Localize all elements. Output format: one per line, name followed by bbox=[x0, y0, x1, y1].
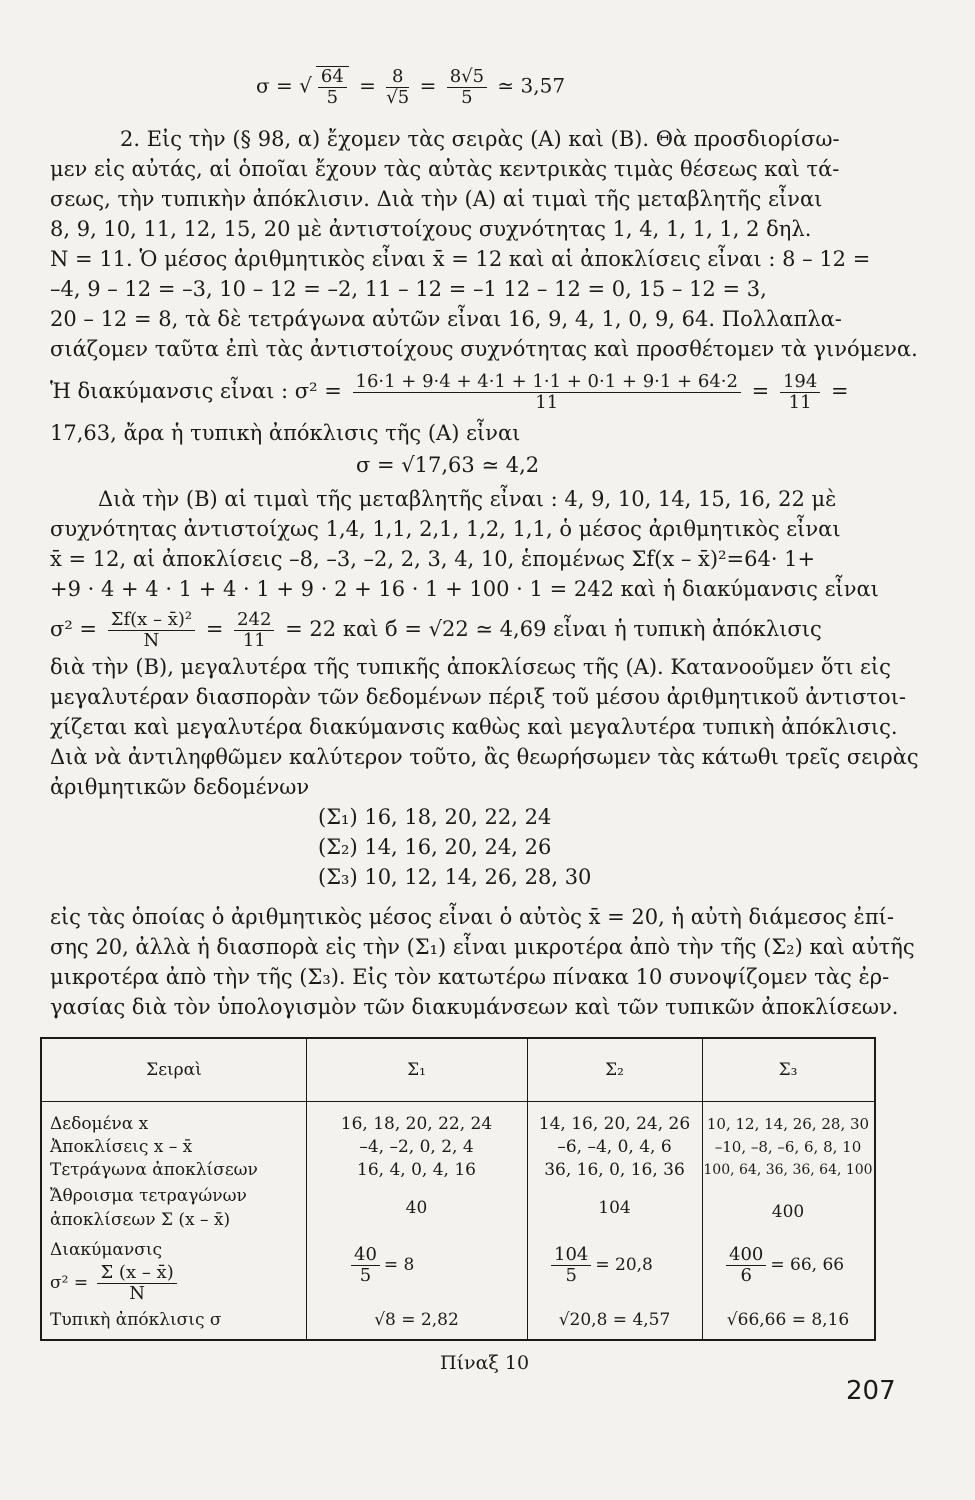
series-3: (Σ₃) 10, 12, 14, 26, 28, 30 bbox=[318, 865, 592, 889]
table-cell: 10, 12, 14, 26, 28, 30 bbox=[706, 1115, 870, 1133]
table-cell: √66,66 = 8,16 bbox=[726, 1310, 850, 1330]
table-cell: 36, 16, 0, 16, 36 bbox=[544, 1160, 685, 1180]
para3-line-4: Διὰ νὰ ἀντιληφθῶμεν καλύτερον τοῦτο, ἂς θεωρήσωμεν τὰς κάτωθι τρεῖς σειρὰς bbox=[50, 745, 919, 769]
frac3-numerator: 8√5 bbox=[447, 67, 487, 88]
para1-line-1: 2. Εἰς τὴν (§ 98, α) ἔχομεν τὰς σειρὰς (Α) καὶ (Β). Θὰ προσδιορίσω- bbox=[120, 127, 840, 151]
variance-a-fraction bbox=[353, 372, 741, 413]
variance-b-equation bbox=[50, 610, 822, 651]
variance-s2-den: 5 bbox=[565, 1265, 577, 1286]
para2-line-2: συχνότητας ἀντιστοίχως 1,4, 1,1, 2,1, 1,2, 1,1, ὁ μέσος ἀριθμητικὸς εἶναι bbox=[50, 517, 841, 541]
table-row-label-2: ἀποκλίσεων Σ (x – x̄) bbox=[50, 1210, 231, 1230]
variance-formula-lhs: σ² = bbox=[50, 1273, 89, 1293]
variance-formula bbox=[50, 1263, 181, 1304]
para3-line-2: μεγαλυτέραν διασπορὰν τῶν δεδομένων πέριξ τοῦ μέσου ἀριθμητικοῦ ἀντιστοι- bbox=[50, 685, 907, 709]
table-divider bbox=[306, 1039, 307, 1339]
variance-s1-num: 40 bbox=[351, 1245, 380, 1266]
table-cell: 104 bbox=[598, 1198, 631, 1218]
variance-b-numerator-2: 242 bbox=[234, 610, 274, 631]
table-caption: Πίναξ 10 bbox=[440, 1352, 530, 1374]
fraction-3 bbox=[447, 67, 487, 108]
table-header-divider bbox=[42, 1101, 874, 1102]
fraction-2 bbox=[386, 67, 409, 108]
para1-line-4: 8, 9, 10, 11, 12, 15, 20 μὲ ἀντιστοίχους συχνότητας 1, 4, 1, 1, 1, 2 δηλ. bbox=[50, 217, 812, 241]
variance-s1-den: 5 bbox=[359, 1265, 372, 1286]
variance-a-denominator: 11 bbox=[535, 392, 559, 413]
para1-line-7: 20 – 12 = 8, τὰ δὲ τετράγωνα αὐτῶν εἶναι 16, 9, 4, 1, 0, 9, 64. Πολλαπλα- bbox=[50, 307, 842, 331]
variance-s2-num: 104 bbox=[551, 1245, 591, 1266]
variance-a-result-fraction bbox=[780, 372, 820, 413]
table-cell: √20,8 = 4,57 bbox=[558, 1310, 671, 1330]
eq-approx: ≃ 3,57 bbox=[497, 73, 566, 98]
table-cell: 16, 4, 0, 4, 16 bbox=[357, 1160, 476, 1180]
variance-s2-result: = 20,8 bbox=[595, 1255, 653, 1275]
variance-formula-num: Σ (x – x̄) bbox=[97, 1263, 176, 1284]
eq-sign-2: = bbox=[419, 73, 437, 98]
summary-table bbox=[40, 1037, 876, 1341]
para2-line-1: Διὰ τὴν (Β) αἱ τιμαὶ τῆς μεταβλητῆς εἶναι : 4, 9, 10, 14, 15, 16, 22 μὲ bbox=[98, 487, 837, 511]
root-numerator: 64 bbox=[318, 67, 347, 88]
variance-b-numerator: Σf(x – x̄)² bbox=[108, 610, 195, 631]
table-divider bbox=[702, 1039, 703, 1339]
table-cell: 16, 18, 20, 22, 24 bbox=[340, 1114, 493, 1134]
variance-cell-s3 bbox=[722, 1245, 844, 1286]
variance-s3-result: = 66, 66 bbox=[770, 1255, 845, 1275]
table-header-s1: Σ₁ bbox=[407, 1060, 426, 1080]
eq-sign: = bbox=[359, 73, 376, 98]
variance-b-rest: = 22 καὶ б = √22 ≃ 4,69 εἶναι ἡ τυπικὴ ἀπόκλισις bbox=[285, 617, 822, 641]
variance-a-continuation: 17,63, ἄρα ἡ τυπικὴ ἀπόκλισις τῆς (Α) εἶναι bbox=[50, 421, 521, 445]
table-cell: 14, 16, 20, 24, 26 bbox=[538, 1114, 691, 1134]
series-2: (Σ₂) 14, 16, 20, 24, 26 bbox=[318, 835, 552, 859]
variance-a-numerator: 16·1 + 9·4 + 4·1 + 1·1 + 0·1 + 9·1 + 64·2 bbox=[353, 372, 741, 393]
para4-line-1: εἰς τὰς ὁποίας ὁ ἀριθμητικὸς μέσος εἶναι ὁ αὐτὸς x̄ = 20, ἡ αὐτὴ διάμεσος ἐπί- bbox=[50, 905, 894, 929]
table-cell: 40 bbox=[405, 1198, 428, 1218]
page-number: 207 bbox=[846, 1376, 896, 1406]
variance-cell-s1 bbox=[347, 1245, 414, 1286]
variance-a-result-den: 11 bbox=[788, 392, 812, 413]
table-row-label: Δεδομένα x bbox=[50, 1114, 149, 1134]
variance-b-denominator-2: 11 bbox=[242, 630, 266, 651]
variance-b-fraction bbox=[108, 610, 195, 651]
variance-s1-result: = 8 bbox=[383, 1255, 415, 1275]
variance-b-lhs: σ² = bbox=[50, 617, 98, 641]
para2-line-3: x̄ = 12, αἱ ἀποκλίσεις –8, –3, –2, 2, 3, 4, 10, ἑπομένως Σf(x – x̄)²=64· 1+ bbox=[50, 547, 816, 571]
eq-lhs: σ = bbox=[256, 73, 293, 98]
para4-line-3: μικροτέρα ἀπὸ τὴν τῆς (Σ₃). Εἰς τὸν κατωτέρω πίνακα 10 συνοψίζομεν τὰς ἐρ- bbox=[50, 965, 890, 989]
table-row-label: Τυπικὴ ἀπόκλισις σ bbox=[50, 1310, 222, 1330]
table-divider bbox=[527, 1039, 528, 1339]
table-row-label: Ἀποκλίσεις x – x̄ bbox=[50, 1137, 193, 1157]
root-denominator: 5 bbox=[326, 87, 339, 108]
para2-line-4: +9 · 4 + 4 · 1 + 4 · 1 + 9 · 2 + 16 · 1 + 100 · 1 = 242 καὶ ἡ διακύμανσις εἶναι bbox=[50, 577, 879, 601]
table-header-s3: Σ₃ bbox=[778, 1060, 798, 1080]
variance-a-eq-end: = bbox=[830, 379, 849, 403]
sigma-a-line: σ = √17,63 ≃ 4,2 bbox=[356, 453, 540, 477]
para1-line-8: σιάζομεν ταῦτα ἐπὶ τὰς ἀντιστοίχους συχνότητας καὶ προσθέτομεν τὰ γινόμενα. bbox=[50, 337, 918, 361]
variance-cell-s2 bbox=[547, 1245, 653, 1286]
table-cell: √8 = 2,82 bbox=[374, 1310, 459, 1330]
sqrt-fraction: √ $\frac{64}{5}$ bbox=[299, 66, 353, 108]
variance-s3-num: 400 bbox=[726, 1245, 766, 1266]
table-row-label: Τετράγωνα ἀποκλίσεων bbox=[50, 1160, 258, 1180]
para4-line-4: γασίας διὰ τὸν ὑπολογισμὸν τῶν διακυμάνσεων καὶ τῶν τυπικῶν ἀποκλίσεων. bbox=[50, 995, 899, 1019]
sigma-equation bbox=[256, 66, 565, 108]
para3-line-5: ἀριθμητικῶν δεδομένων bbox=[50, 775, 310, 799]
variance-s3-den: 6 bbox=[740, 1265, 752, 1286]
variance-b-fraction-2 bbox=[234, 610, 274, 651]
variance-a-eq: = bbox=[751, 379, 770, 403]
variance-a-result-num: 194 bbox=[780, 372, 820, 393]
variance-a-prefix: Ἡ διακύμανσις εἶναι : σ² = bbox=[50, 379, 342, 403]
para3-line-1: διὰ τὴν (Β), μεγαλυτέρα τῆς τυπικῆς ἀποκλίσεως τῆς (Α). Κατανοοῦμεν ὅτι εἰς bbox=[50, 655, 891, 679]
variance-b-eq: = bbox=[205, 617, 224, 641]
para1-line-6: –4, 9 – 12 = –3, 10 – 12 = –2, 11 – 12 = –1 12 – 12 = 0, 15 – 12 = 3, bbox=[50, 277, 767, 301]
para4-line-2: σης 20, ἀλλὰ ἡ διασπορὰ εἰς τὴν (Σ₁) εἶναι μικροτέρα ἀπὸ τὴν τῆς (Σ₂) καὶ αὐτῆς bbox=[50, 935, 915, 959]
frac3-denominator: 5 bbox=[461, 86, 473, 108]
frac2-denominator: √5 bbox=[386, 86, 410, 108]
variance-formula-den: Ν bbox=[129, 1283, 145, 1304]
para1-line-2: μεν εἰς αὐτάς, αἱ ὁποῖαι ἔχουν τὰς αὐτὰς κεντρικὰς τιμὰς θέσεως καὶ τά- bbox=[50, 157, 840, 181]
table-cell: 100, 64, 36, 36, 64, 100 bbox=[703, 1162, 873, 1178]
frac2-numerator: 8 bbox=[386, 67, 409, 88]
table-row-label: Ἄθροισμα τετραγώνων bbox=[50, 1186, 247, 1206]
para3-line-3: χίζεται καὶ μεγαλυτέρα διακύμανσις καθὼς καὶ μεγαλυτέρα τυπικὴ ἀπόκλισις. bbox=[50, 715, 898, 739]
table-cell: 400 bbox=[771, 1202, 805, 1222]
table-header-s2: Σ₂ bbox=[605, 1060, 624, 1080]
table-cell: –6, –4, 0, 4, 6 bbox=[557, 1137, 672, 1157]
para1-line-3: σεως, τὴν τυπικὴν ἀπόκλισιν. Διὰ τὴν (Α) αἱ τιμαὶ τῆς μεταβλητῆς εἶναι bbox=[50, 187, 823, 211]
table-row-label: Διακύμανσις bbox=[50, 1240, 163, 1260]
para1-line-5: Ν = 11. Ὁ μέσος ἀριθμητικὸς εἶναι x̄ = 12 καὶ αἱ ἀποκλίσεις εἶναι : 8 – 12 = bbox=[50, 247, 871, 271]
table-header-series: Σειραὶ bbox=[146, 1060, 202, 1080]
table-cell: –4, –2, 0, 2, 4 bbox=[359, 1137, 474, 1157]
variance-b-denominator: Ν bbox=[143, 630, 160, 651]
table-cell: –10, –8, –6, 6, 8, 10 bbox=[714, 1138, 862, 1156]
variance-a-equation bbox=[50, 372, 849, 413]
series-1: (Σ₁) 16, 18, 20, 22, 24 bbox=[318, 805, 552, 829]
